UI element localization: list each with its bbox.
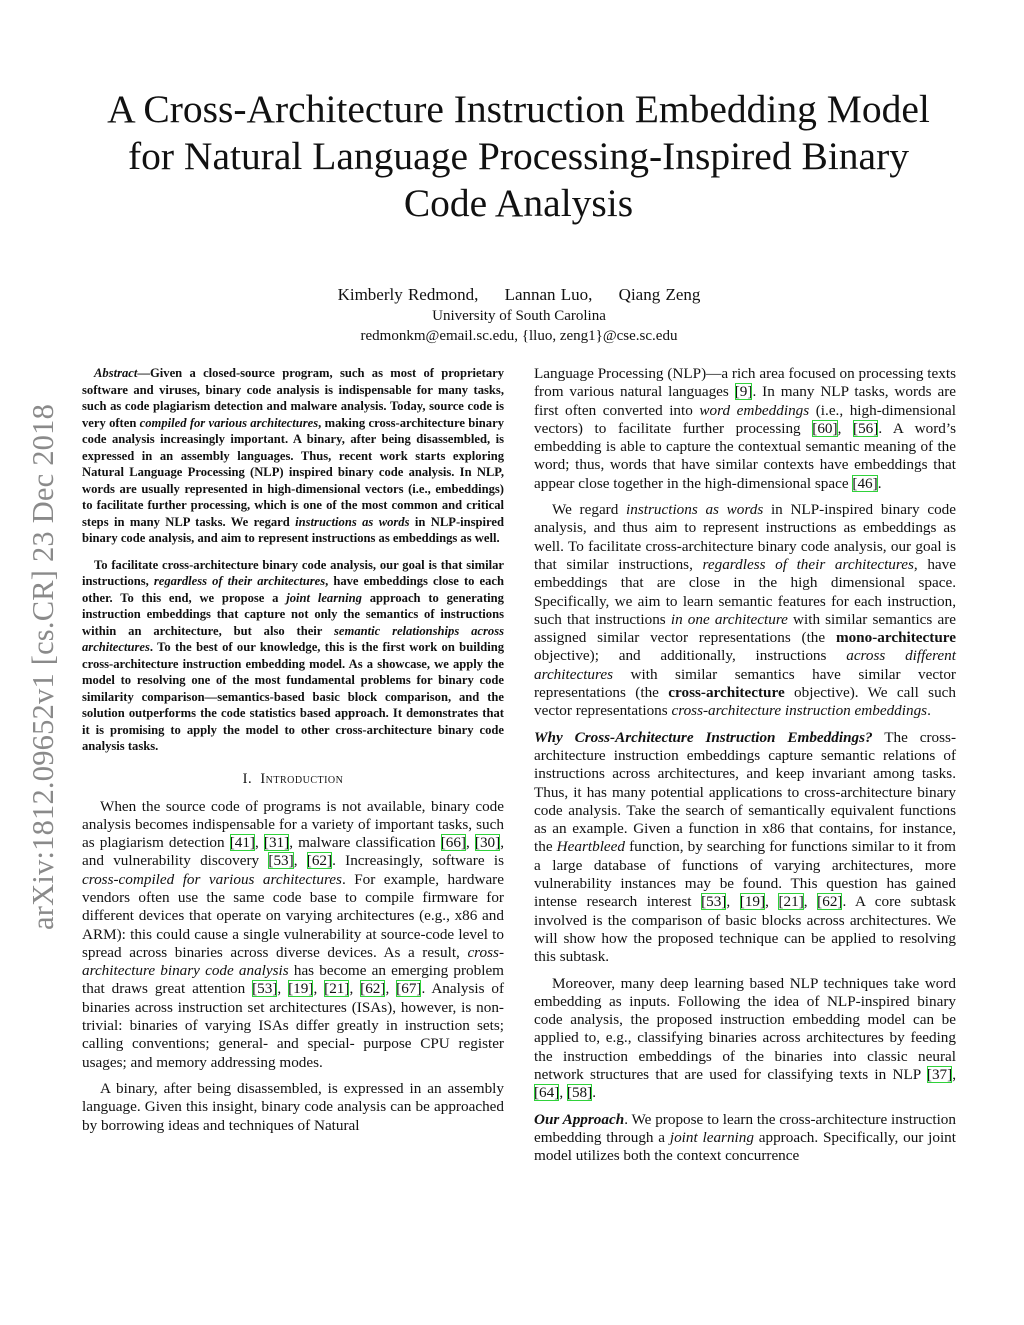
- body-paragraph: We regard instructions as words in NLP-inspired binary code analysis, and thus aim to represent instructions as embeddings as well. To facilitate cross-architecture binary code analysis, our goal is that similar instructions, regardless of their architectures, have embeddings that are close in the high dimensional space. Specifically, we aim to learn semantic features for each instruction, such that instructions in one architecture with similar semantics are assigned similar vector representations (the mono-architecture objective); and additionally, instructions across different architectures with similar semantics have similar vector representations (the cross-architecture objective). We call such vector representations cross-architecture instruction embeddings.: [534, 501, 956, 720]
- body-paragraph: When the source code of programs is not available, binary code analysis becomes indispensable for a variety of important tasks, such as plagiarism detection [41], [31], malware classification [66], [30], and vulnerability discovery [53], [62]. Increasingly, software is cross-compiled for various architectures. For example, hardware vendors often use the same code base to compile firmware for different devices that operate on varying architectures (e.g., x86 and ARM): this could cause a single vulnerability at source-code level to spread across binaries across diverse devices. As a result, cross-architecture binary code analysis has become an emerging problem that draws great attention [53], [19], [21], [62], [67]. Analysis of binaries across instruction set architectures (ISAs), however, is non-trivial: binaries of varying ISAs differ greatly in instruction sets; calling conventions; general- and special- purpose CPU register usages; and memory addressing modes.: [82, 797, 505, 1071]
- citation-link[interactable]: [62]: [306, 852, 333, 870]
- citation-link[interactable]: [53]: [701, 893, 727, 911]
- citation-link[interactable]: [53]: [268, 852, 294, 870]
- citation-link[interactable]: [41]: [229, 834, 255, 852]
- body-paragraph: A binary, after being disassembled, is expressed in an assembly language. Given this insight, binary code analysis can be approached by borrowing ideas and techniques of Natural: [82, 1079, 504, 1134]
- citation-link[interactable]: [53]: [252, 980, 278, 998]
- citation-link[interactable]: [21]: [324, 980, 350, 998]
- citation-link[interactable]: [19]: [288, 980, 314, 998]
- arxiv-identifier: arXiv:1812.09652v1 [cs.CR] 23 Dec 2018: [26, 403, 60, 930]
- citation-link[interactable]: [19]: [739, 893, 766, 911]
- body-paragraph: Language Processing (NLP)—a rich area focused on processing texts from various natural languages [9]. In many NLP tasks, words are first often converted into word embeddings (i.e., high-dimensional vectors) to facilitate further processing [60], [56]. A word’s embedding is able to capture the contextual semantic meaning of the word; thus, words that have similar contexts have embeddings that appear close together in the high-dimensional space [46].: [534, 365, 957, 492]
- citation-link[interactable]: [66]: [440, 834, 466, 852]
- citation-link[interactable]: [21]: [778, 893, 804, 911]
- left-column: [82, 365, 504, 1143]
- section-number: I.: [242, 770, 253, 787]
- author-affiliation: University of South Carolina: [432, 308, 606, 324]
- citation-link[interactable]: [67]: [396, 980, 422, 998]
- author-emails: redmonkm@email.sc.edu, {lluo, zeng1}@cse.sc.edu: [360, 328, 678, 344]
- citation-link[interactable]: [56]: [853, 419, 879, 437]
- title-line: A Cross-Architecture Instruction Embedding Model: [107, 87, 930, 131]
- title-line: for Natural Language Processing-Inspired Binary: [128, 134, 909, 178]
- citation-link[interactable]: [46]: [852, 474, 878, 492]
- citation-link[interactable]: [30]: [474, 834, 501, 852]
- citation-link[interactable]: [58]: [566, 1084, 593, 1102]
- author-names: Kimberly Redmond, Lannan Luo, Qiang Zeng: [337, 285, 701, 304]
- abstract-paragraph: Abstract—Given a closed-source program, such as most of proprietary software and viruses, binary code analysis is indispensable for many tasks, such as code plagiarism detection and malware analysis. Today, source code is very often compiled for various architectures, making cross-architecture binary code analysis increasingly important. A binary, after being disassembled, is expressed in an assembly languages. Thus, recent work starts exploring Natural Language Processing (NLP) inspired binary code analysis. In NLP, words are usually represented in high-dimensional vectors (i.e., embeddings) to facilitate further processing, which is one of the most common and critical steps in many NLP tasks. We regard instructions as words in NLP-inspired binary code analysis, and aim to represent instructions as embeddings as well.: [82, 366, 504, 545]
- body-paragraph: Our Approach. We propose to learn the cross-architecture instruction embedding through a joint learning approach. Specifically, our joint model utilizes both the context concurrence: [534, 1110, 956, 1165]
- paper-title: [60, 86, 977, 227]
- section-heading: [82, 771, 504, 788]
- body-paragraph: Why Cross-Architecture Instruction Embeddings? The cross-architecture instruction embeddings capture semantic relations of instructions across architectures, and keep invariant among tasks. Thus, it has many potential applications to cross-architecture binary code analysis. Take the search of semantically equivalent functions as an example. Given a function in x86 that contains, for instance, the Heartbleed function, by searching for functions similar to it from a large database of functions of varying architectures, more vulnerability instances may be found. This question has gained intense research interest [53], [19], [21], [62]. A core subtask involved is the comparison of basic blocks across architectures. We will show how the proposed technique can be applied to resolving this subtask.: [534, 728, 957, 966]
- paragraph-runin-heading: Why Cross-Architecture Instruction Embeddings?: [534, 728, 873, 746]
- body-paragraph: Moreover, many deep learning based NLP techniques take word embedding as inputs. Following the idea of NLP-inspired binary code analysis, the proposed instruction embedding model can be applied to, e.g., classifying binaries across architectures by feeding the instruction embeddings of the binaries into classic neural network structures that are used for classifying texts in NLP [37], [64], [58].: [534, 974, 956, 1102]
- citation-link[interactable]: [62]: [360, 980, 386, 998]
- paragraph-runin-heading: Our Approach: [534, 1110, 625, 1128]
- abstract-paragraph: To facilitate cross-architecture binary code analysis, our goal is that similar instructions, regardless of their architectures, have embeddings close to each other. To this end, we propose a joint learning approach to generating instruction embeddings that capture not only the semantics of instructions within an architecture, but also their semantic relationships across architectures. To the best of our knowledge, this is the first work on building cross-architecture instruction embedding model. As a showcase, we apply the model to resolving one of the most fundamental problems for binary code similarity comparison—semantics-based basic block comparison, and the solution outperforms the code statistics based approach. It demonstrates that it is promising to apply the model to other cross-architecture binary code analysis tasks.: [82, 557, 504, 753]
- abstract-label: Abstract: [94, 366, 138, 380]
- citation-link[interactable]: [9]: [734, 383, 753, 401]
- title-line: Code Analysis: [403, 181, 634, 225]
- author-block: [230, 284, 808, 346]
- right-column: [534, 365, 956, 1173]
- citation-link[interactable]: [37]: [926, 1065, 953, 1083]
- citation-link[interactable]: [31]: [263, 834, 290, 852]
- citation-link[interactable]: [60]: [812, 419, 838, 437]
- citation-link[interactable]: [64]: [534, 1084, 560, 1102]
- citation-link[interactable]: [62]: [817, 893, 843, 911]
- section-title: Introduction: [260, 770, 344, 787]
